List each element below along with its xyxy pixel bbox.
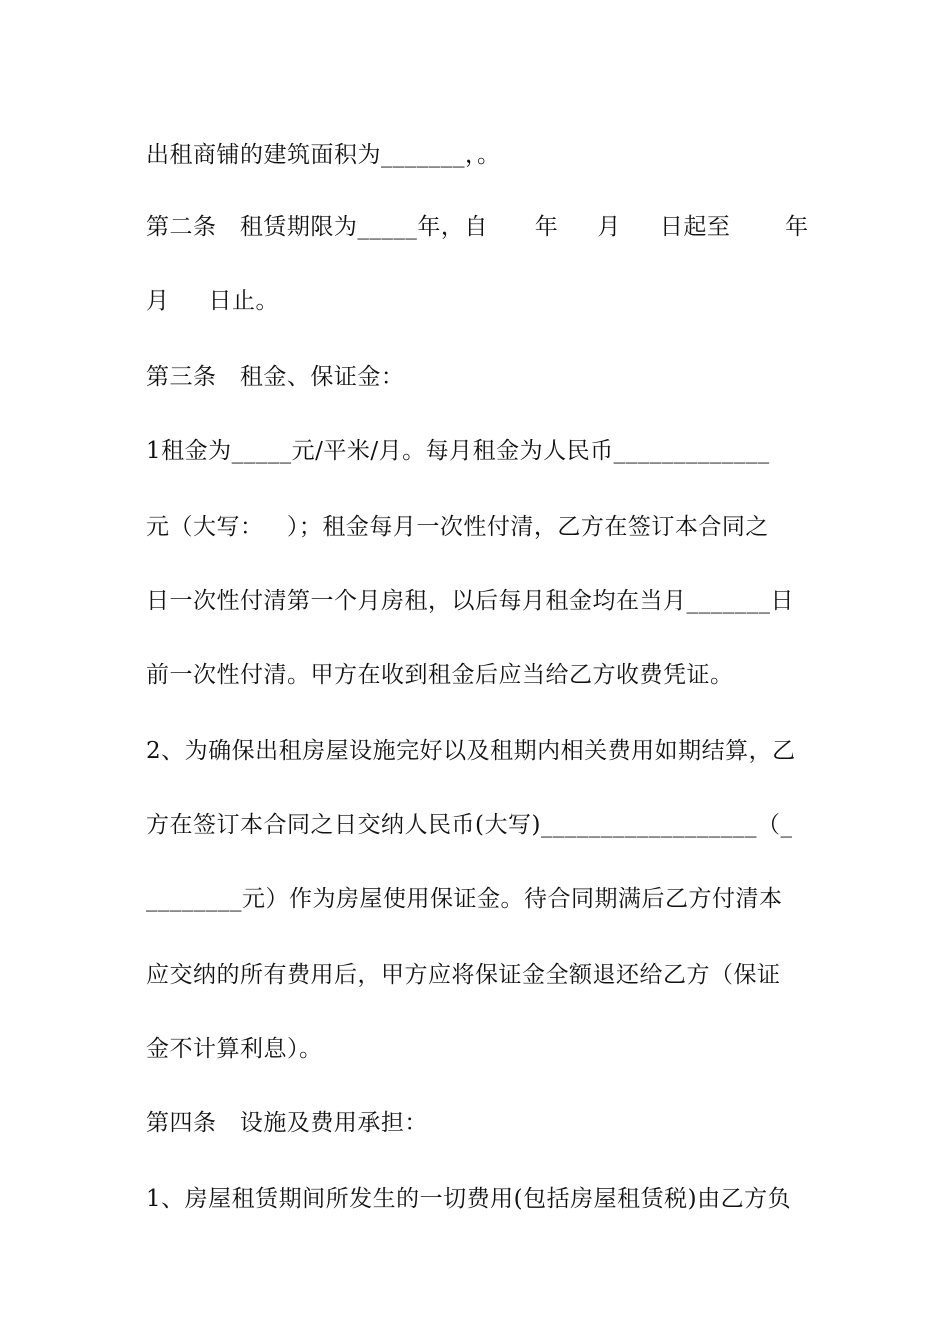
text-line-rent-2: 元（大写： ）；租金每月一次性付清，乙方在签订本合同之 bbox=[146, 514, 769, 540]
text-line-deposit-5: 金不计算利息）。 bbox=[146, 1036, 323, 1062]
heading-article-4: 第四条 设施及费用承担： bbox=[146, 1110, 428, 1136]
text-line-rent-3: 日一次性付清第一个月房租，以后每月租金均在当月_______日 bbox=[146, 588, 794, 614]
text-line-deposit-4: 应交纳的所有费用后，甲方应将保证金全额退还给乙方（保证 bbox=[146, 962, 781, 988]
text-line-fees-1: 1、房屋租赁期间所发生的一切费用(包括房屋租赁税)由乙方负 bbox=[146, 1186, 792, 1212]
heading-article-3: 第三条 租金、保证金： bbox=[146, 364, 405, 390]
text-line-term-end: 月 日止。 bbox=[146, 288, 280, 314]
text-line-area: 出租商铺的建筑面积为_______，。 bbox=[146, 142, 501, 168]
text-line-rent-4: 前一次性付清。甲方在收到租金后应当给乙方收费凭证。 bbox=[146, 662, 734, 688]
text-line-deposit-3: ________元）作为房屋使用保证金。待合同期满后乙方付清本 bbox=[146, 886, 783, 912]
text-line-rent-1: 1租金为_____元/平米/月。每月租金为人民币_____________ bbox=[146, 438, 770, 464]
text-line-article-2: 第二条 租赁期限为_____年，自 年 月 日起至 年 bbox=[146, 214, 809, 240]
text-line-deposit-1: 2、为确保出租房屋设施完好以及租期内相关费用如期结算，乙 bbox=[146, 738, 796, 764]
text-line-deposit-2: 方在签订本合同之日交纳人民币(大写)__________________（_ bbox=[146, 812, 793, 838]
